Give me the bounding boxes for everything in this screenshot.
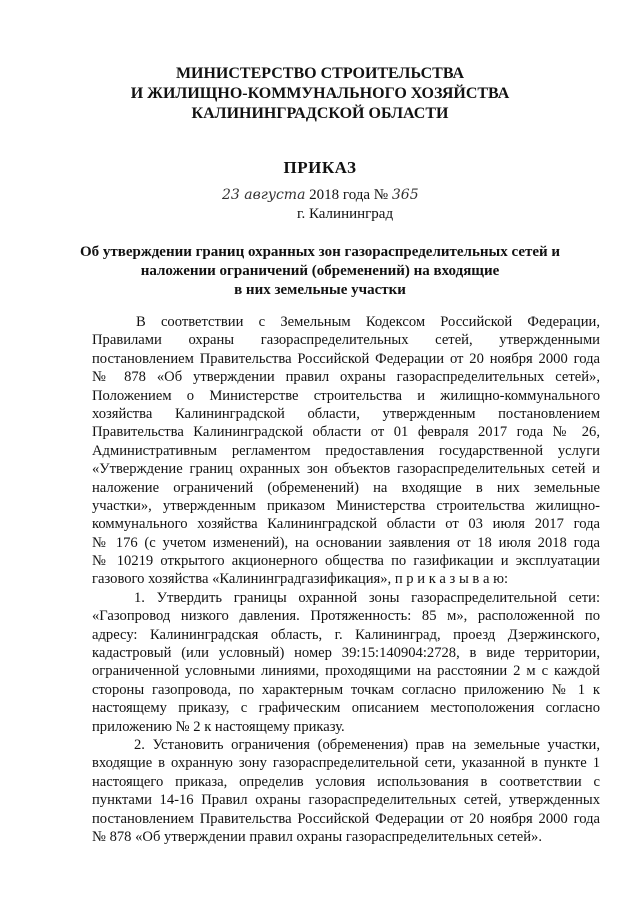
order-body [92,313,600,846]
paragraph-item-2 [92,736,600,846]
text-line: газового хозяйства «Калининградгазификация», п р и к а з ы в а ю: [92,571,509,588]
text-line: кадастровый (или условный) номер 39:15:140904:2728, в виде территории, [92,645,600,662]
text-line: ограниченной условными линиями, проходящими на расстоянии 2 м с каждой [92,663,600,680]
text-line: входящие в охранную зону газораспределительной сети, указанной в пункте 1 [92,755,600,772]
subject-line: наложении ограничений (обременений) на входящие [140,263,500,279]
text-line: Правилами охраны газораспределительных сетей, утвержденными [92,332,600,349]
text-line: участки», утвержденным приказом Министерства строительства жилищно- [92,497,600,514]
text-line: «Газопровод низкого давления. Протяженность: 85 м», расположенной по [92,608,600,625]
text-line: наложение ограничений (обременений) на входящие в них земельные [92,479,600,496]
text-line: приложению № 2 к настоящему приказу. [92,718,345,735]
text-line: настоящего приказа, определив условия использования в соответствии с [92,773,600,790]
text-line: Правительства Калининградской области от 01 февраля 2017 года № 26, [92,424,600,441]
text-line: хозяйства Калининградской области, утвержденным постановлением [92,405,600,422]
text-line: 2. Установить ограничения (обременения) прав на земельные участки, [134,736,600,753]
date-year: 2018 года № [309,187,389,203]
text-line: Положением о Министерстве строительства и жилищно-коммунального [92,387,600,404]
text-line: постановлением Правительства Российской Федерации от 20 ноября 2000 года [92,810,600,827]
handwritten-date: 23 августа [222,187,306,203]
city: г. Калининград [297,206,394,222]
text-line: № 10219 открытого акционерного общества по газификации и эксплуатации [92,553,600,570]
order-date-line [222,187,419,204]
ministry-line: МИНИСТЕРСТВО СТРОИТЕЛЬСТВА [175,65,465,82]
text-line: адресу: Калининградская область, г. Калининград, проезд Дзержинского, [92,626,600,643]
order-title: ПРИКАЗ [283,158,357,177]
order-subject [0,243,640,300]
subject-line: в них земельные участки [234,282,406,298]
paragraph-preamble [92,313,600,589]
text-line: 1. Утвердить границы охранной зоны газораспределительной сети: [134,589,600,606]
text-line: постановлением Правительства Российской Федерации от 20 ноября 2000 года [92,350,600,367]
ministry-line: КАЛИНИНГРАДСКОЙ ОБЛАСТИ [191,105,449,122]
text-line: стороны газопровода, по характерным точкам согласно приложению № 1 к [92,681,600,698]
ministry-line: И ЖИЛИЩНО-КОММУНАЛЬНОГО ХОЗЯЙСТВА [130,85,510,102]
text-line: № 878 «Об утверждении правил охраны газораспределительных сетей», [92,369,600,386]
paragraph-item-1 [92,589,600,736]
text-line: пунктами 14-16 Правил охраны газораспределительных сетей, утвержденных [92,792,600,809]
text-line: Административным регламентом предоставления государственной услуги [92,442,600,459]
text-line: № 176 (с учетом изменений), на основании заявления от 18 июля 2018 года [92,534,600,551]
text-line: настоящему приказу, с графическим описанием местоположения согласно [92,700,600,717]
subject-line: Об утверждении границ охранных зон газораспределительных сетей и [79,244,561,260]
text-line: «Утверждение границ охранных зон объектов газораспределительных сетей и [92,461,600,478]
handwritten-number: 365 [391,187,419,203]
text-line: В соответствии с Земельным Кодексом Российской Федерации, [136,314,600,330]
ministry-heading [0,64,640,124]
text-line: коммунального хозяйства Калининградской области от 03 июля 2017 года [92,516,600,533]
text-line: № 878 «Об утверждении правил охраны газораспределительных сетей». [92,828,542,845]
